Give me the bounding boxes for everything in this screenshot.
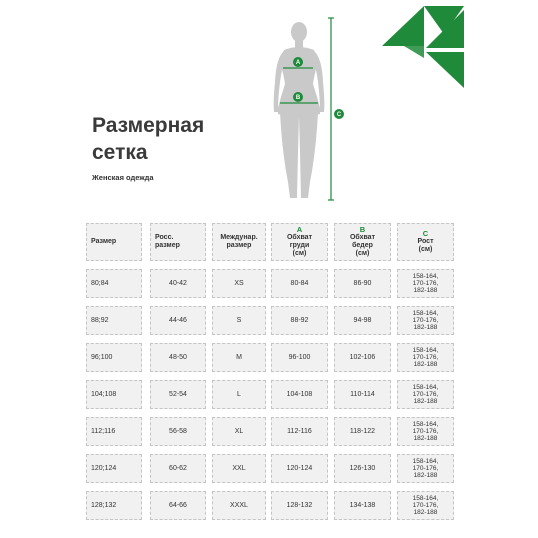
page-subtitle: Женская одежда	[92, 173, 154, 182]
cell-value: 158-164, 170-176, 182-188	[412, 347, 439, 368]
header-cell-intl-size	[212, 223, 266, 261]
cell-value: 118-122	[349, 427, 376, 435]
table-row	[86, 491, 464, 520]
title-line-2: сетка	[92, 141, 148, 164]
table-header-row	[86, 223, 464, 261]
table-cell-hips	[334, 491, 391, 520]
cell-value: 40-42	[169, 279, 187, 287]
header-letter: A	[296, 225, 303, 234]
cell-value: 80-84	[290, 279, 309, 287]
table-cell-chest	[271, 306, 328, 335]
table-cell-ru	[150, 269, 206, 298]
table-row	[86, 454, 464, 483]
cell-value: L	[237, 390, 241, 398]
table-cell-intl	[212, 380, 266, 409]
table-cell-chest	[271, 269, 328, 298]
table-cell-size	[86, 343, 142, 372]
cell-value: S	[236, 316, 242, 324]
table-cell-ru	[150, 491, 206, 520]
table-cell-intl	[212, 343, 266, 372]
table-cell-hips	[334, 269, 391, 298]
table-row	[86, 343, 464, 372]
table-cell-height	[397, 380, 454, 409]
table-cell-height	[397, 269, 454, 298]
table-cell-hips	[334, 417, 391, 446]
female-silhouette-icon	[262, 12, 362, 207]
header-cell-height	[397, 223, 454, 261]
cell-value: 64-66	[169, 501, 187, 509]
table-cell-size	[86, 306, 142, 335]
table-cell-hips	[334, 306, 391, 335]
table-cell-height	[397, 306, 454, 335]
header-label: Рост (см)	[417, 238, 434, 253]
table-cell-ru	[150, 417, 206, 446]
cell-value: 44-46	[169, 316, 187, 324]
table-row	[86, 417, 464, 446]
cell-value: 126-130	[349, 464, 376, 472]
table-cell-ru	[150, 380, 206, 409]
cell-value: 120;124	[91, 464, 117, 472]
table-cell-size	[86, 269, 142, 298]
table-row	[86, 306, 464, 335]
title-line-1: Размерная	[92, 114, 205, 137]
header-label: Обхват груди (см)	[286, 234, 313, 257]
cell-value: 158-164, 170-176, 182-188	[412, 458, 439, 479]
cell-value: M	[236, 353, 242, 361]
marker-a-label: A	[295, 60, 301, 66]
cell-value: 102-106	[349, 353, 376, 361]
cell-value: 158-164, 170-176, 182-188	[412, 495, 439, 516]
table-cell-size	[86, 417, 142, 446]
cell-value: 112;116	[91, 427, 116, 435]
table-cell-size	[86, 454, 142, 483]
table-cell-chest	[271, 454, 328, 483]
table-cell-height	[397, 454, 454, 483]
cell-value: 104-108	[286, 390, 313, 398]
header-label: Обхват бедер (см)	[349, 234, 376, 257]
cell-value: 134-138	[349, 501, 376, 509]
page-title	[92, 112, 204, 166]
cell-value: 158-164, 170-176, 182-188	[412, 310, 439, 331]
cell-value: 94-98	[353, 316, 372, 324]
cell-value: 60-62	[169, 464, 187, 472]
table-cell-height	[397, 417, 454, 446]
logo-triangles-icon	[382, 6, 466, 88]
cell-value: 112-116	[287, 427, 312, 435]
cell-value: 88;92	[91, 316, 109, 324]
header-label: Росс. размер	[155, 234, 180, 249]
cell-value: 80;84	[91, 279, 109, 287]
cell-value: 128-132	[286, 501, 313, 509]
table-cell-height	[397, 491, 454, 520]
header-letter: C	[422, 229, 429, 238]
table-cell-chest	[271, 491, 328, 520]
table-cell-intl	[212, 417, 266, 446]
table-cell-hips	[334, 343, 391, 372]
table-cell-intl	[212, 454, 266, 483]
table-cell-chest	[271, 417, 328, 446]
header-label: Междунар. размер	[220, 234, 258, 249]
cell-value: 96-100	[288, 353, 311, 361]
table-cell-height	[397, 343, 454, 372]
header-cell-hips	[334, 223, 391, 261]
cell-value: 48-50	[169, 353, 187, 361]
cell-value: 56-58	[169, 427, 187, 435]
header-cell-chest	[271, 223, 328, 261]
table-cell-chest	[271, 380, 328, 409]
brand-logo	[382, 6, 466, 88]
cell-value: 96;100	[91, 353, 113, 361]
cell-value: 110-114	[350, 390, 375, 398]
table-cell-ru	[150, 454, 206, 483]
header-label: Размер	[91, 238, 117, 245]
marker-b-label: B	[295, 95, 301, 101]
table-cell-ru	[150, 343, 206, 372]
body-measurement-figure	[262, 12, 362, 207]
cell-value: 128;132	[91, 501, 117, 509]
table-cell-intl	[212, 306, 266, 335]
table-cell-intl	[212, 269, 266, 298]
header-letter: B	[359, 225, 366, 234]
cell-value: 86-90	[353, 279, 372, 287]
table-cell-size	[86, 491, 142, 520]
cell-value: 104;108	[91, 390, 117, 398]
cell-value: 158-164, 170-176, 182-188	[412, 421, 439, 442]
table-cell-intl	[212, 491, 266, 520]
table-row	[86, 380, 464, 409]
table-cell-hips	[334, 454, 391, 483]
header-cell-ru-size	[150, 223, 206, 261]
cell-value: 88-92	[290, 316, 309, 324]
cell-value: 52-54	[169, 390, 187, 398]
cell-value: XS	[234, 279, 244, 287]
marker-c-label: C	[336, 112, 342, 118]
header-cell-size	[86, 223, 142, 261]
table-cell-size	[86, 380, 142, 409]
cell-value: XL	[234, 427, 244, 435]
table-cell-chest	[271, 343, 328, 372]
cell-value: 158-164, 170-176, 182-188	[412, 273, 439, 294]
table-cell-ru	[150, 306, 206, 335]
table-row	[86, 269, 464, 298]
cell-value: XXL	[232, 464, 246, 472]
cell-value: 158-164, 170-176, 182-188	[412, 384, 439, 405]
cell-value: XXXL	[230, 501, 248, 509]
table-cell-hips	[334, 380, 391, 409]
cell-value: 120-124	[286, 464, 313, 472]
